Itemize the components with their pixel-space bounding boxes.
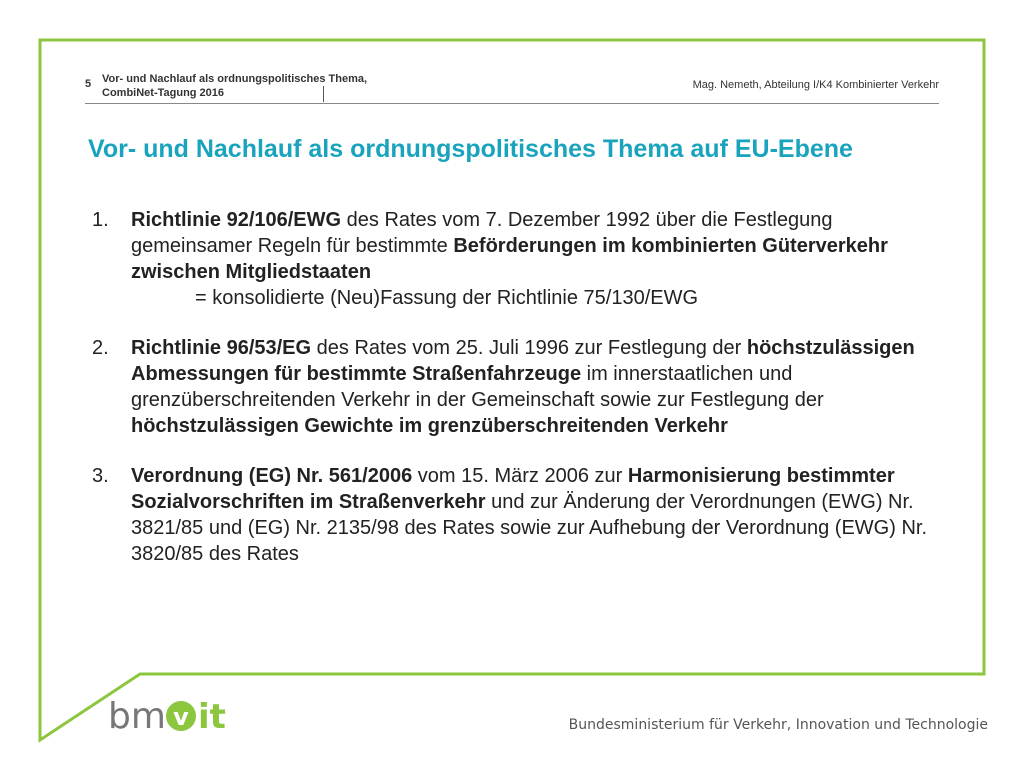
text-span: im innerstaatlichen und grenzüberschreitenden Verkehr in der Gemeinschaft sowie zur Festlegung der: [131, 363, 824, 411]
list-item: [92, 463, 952, 567]
list-item-number: 1.: [92, 209, 109, 231]
text-span: höchstzulässigen Abmessungen für bestimmte Straßenfahrzeuge: [131, 337, 915, 385]
header-author: Mag. Nemeth, Abteilung I/K4 Kombinierter Verkehr: [692, 79, 939, 91]
logo-text-v: v: [173, 703, 189, 731]
logo-text-bm: bm: [108, 696, 166, 736]
text-span: Beförderungen im kombinierten Güterverkehr zwischen Mitgliedstaaten: [131, 235, 888, 283]
list-item-text: [131, 463, 952, 567]
list-item: [92, 207, 952, 311]
header-title: Vor- und Nachlauf als ordnungspolitisches Thema, CombiNet-Tagung 2016: [102, 73, 368, 99]
text-span: Harmonisierung bestimmter Sozialvorschriften im Straßenverkehr: [131, 465, 895, 513]
content-list: [92, 207, 952, 591]
list-item-text: [131, 335, 952, 439]
text-span: Verordnung (EG) Nr. 561/2006: [131, 465, 413, 487]
slide-title: Vor- und Nachlauf als ordnungspolitisches Thema auf EU-Ebene: [88, 135, 853, 163]
text-span: des Rates vom 25. Juli 1996 zur Festlegung der: [311, 337, 747, 359]
bmvit-logo: [108, 694, 238, 736]
text-span: des Rates vom 7. Dezember 1992 über die Festlegung gemeinsamer Regeln für bestimmte: [131, 209, 833, 257]
header-divider-tick: [323, 86, 324, 102]
list-item: [92, 335, 952, 439]
list-item-number: 3.: [92, 465, 109, 487]
list-item-number: 2.: [92, 337, 109, 359]
slide-number: 5: [85, 78, 92, 90]
text-span: Richtlinie 96/53/EG: [131, 337, 312, 359]
text-span: vom 15. März 2006 zur: [412, 465, 628, 487]
logo-text-it: it: [198, 697, 226, 736]
list-item-text: [131, 207, 952, 311]
text-span: und zur Änderung der Verordnungen (EWG) Nr. 3821/85 und (EG) Nr. 2135/98 des Rates sowie zur Aufhebung der Verordnung (EWG) Nr. 3820/85 des Rates: [131, 491, 928, 565]
text-span: Richtlinie 92/106/EWG: [131, 209, 342, 231]
header-rule: [85, 103, 939, 104]
ministry-name: Bundesministerium für Verkehr, Innovation und Technologie: [568, 717, 988, 733]
text-span: höchstzulässigen Gewichte im grenzüberschreitenden Verkehr: [131, 415, 728, 437]
list-item-subline: = konsolidierte (Neu)Fassung der Richtlinie 75/130/EWG: [195, 287, 699, 309]
